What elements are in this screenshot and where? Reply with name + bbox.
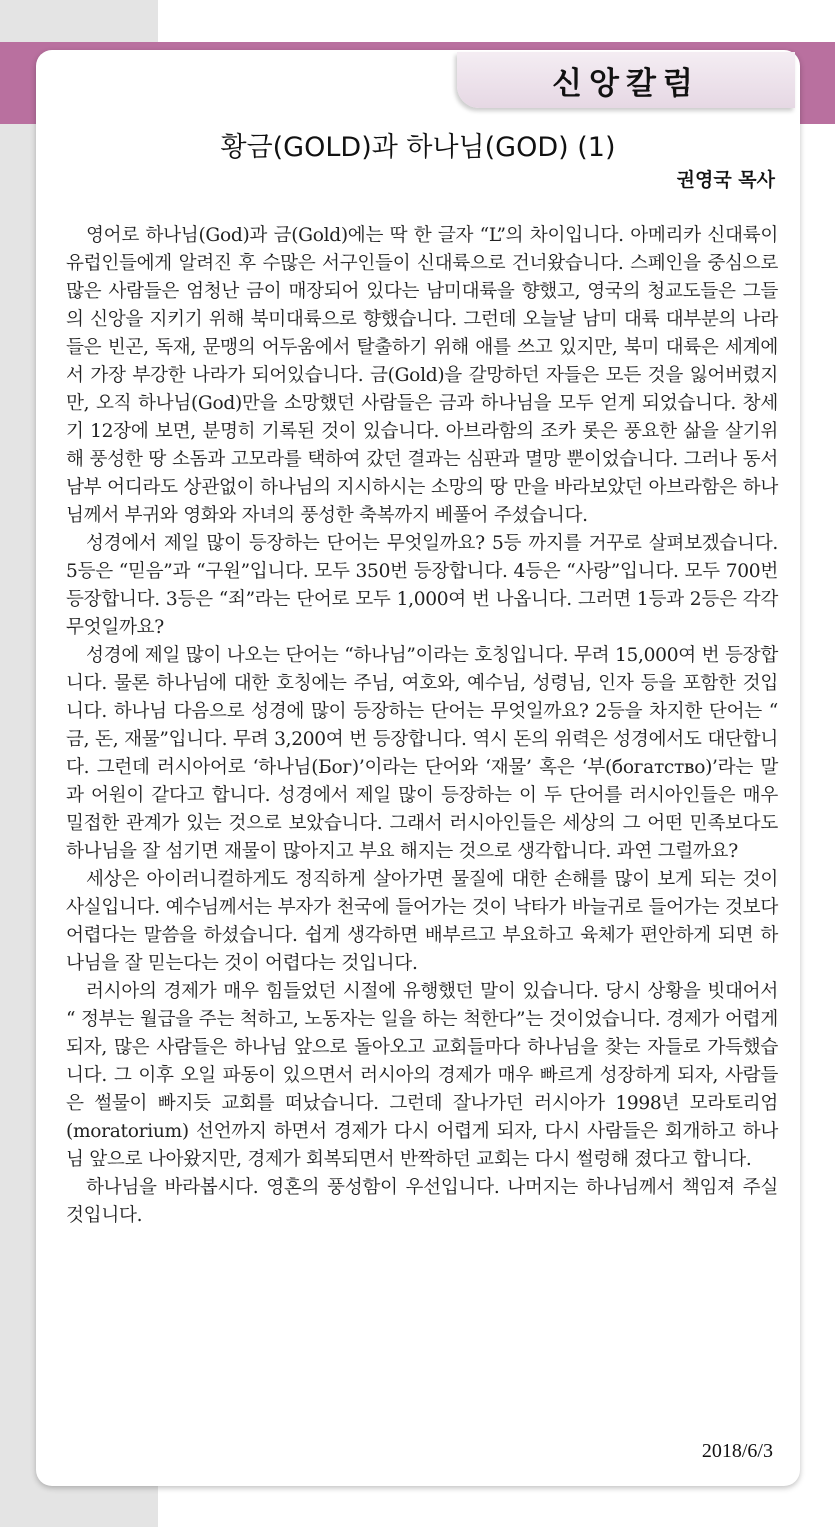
article-paragraph: 성경에 제일 많이 나오는 단어는 “하나님”이라는 호칭입니다. 무려 15,000여 번 등장합니다. 물론 하나님에 대한 호칭에는 주님, 여호와, 예수님, 성령님, 인자 등을 포함한 것입니다. 하나님 다음으로 성경에 많이 등장하는 단어는 무엇일까요? 2등을 차지한 단어는 “ 금, 돈, 재물”입니다. 무려 3,200여 번 등장합니다. 역시 돈의 위력은 성경에서도 대단합니다. 그런데 러시아어로 ‘하나님(Бог)’이라는 단어와 ‘재물’ 혹은 ‘부(богатство)’라는 말과 어원이 같다고 합니다. 성경에서 제일 많이 등장하는 이 두 단어를 러시아인들은 매우 밀접한 관계가 있는 것으로 보았습니다. 그래서 러시아인들은 세상의 그 어떤 민족보다도 하나님을 잘 섬기면 재물이 많아지고 부요 해지는 것으로 생각합니다. 과연 그럴까요? [66, 645, 778, 862]
article-author: 권영국 목사 [676, 169, 775, 191]
article-paragraph: 러시아의 경제가 매우 힘들었던 시절에 유행했던 말이 있습니다. 당시 상황을 빗대어서 “ 정부는 월급을 주는 척하고, 노동자는 일을 하는 척한다”는 것이었습니다. 경제가 어렵게 되자, 많은 사람들은 하나님 앞으로 돌아오고 교회들마다 하나님을 찾는 자들로 가득했습니다. 그 이후 오일 파동이 있으면서 러시아의 경제가 매우 빠르게 성장하게 되자, 사람들은 썰물이 빠지듯 교회를 떠났습니다. 그런데 잘나가던 러시아가 1998년 모라토리엄(moratorium) 선언까지 하면서 경제가 다시 어렵게 되자, 다시 사람들은 회개하고 하나님 앞으로 나아왔지만, 경제가 회복되면서 반짝하던 교회는 다시 썰렁해 졌다고 합니다. [66, 981, 778, 1170]
column-category-label: 신앙칼럼 [552, 65, 700, 102]
article-date: 2018/6/3 [701, 1440, 773, 1462]
article-body [66, 222, 778, 1230]
article-title: 황금(GOLD)과 하나님(GOD) (1) [220, 132, 616, 163]
article-paragraph: 영어로 하나님(God)과 금(Gold)에는 딱 한 글자 “L”의 차이입니다. 아메리카 신대륙이 유럽인들에게 알려진 후 수많은 서구인들이 신대륙으로 건너왔습니다. 스페인을 중심으로 많은 사람들은 엄청난 금이 매장되어 있다는 남미대륙을 향했고, 영국의 청교도들은 그들의 신앙을 지키기 위해 북미대륙으로 향했습니다. 그런데 오늘날 남미 대륙 대부분의 나라들은 빈곤, 독재, 문맹의 어두움에서 탈출하기 위해 애를 쓰고 있지만, 북미 대륙은 세계에서 가장 부강한 나라가 되어있습니다. 금(Gold)을 갈망하던 자들은 모든 것을 잃어버렸지만, 오직 하나님(God)만을 소망했던 사람들은 금과 하나님을 모두 얻게 되었습니다. 창세기 12장에 보면, 분명히 기록된 것이 있습니다. 아브라함의 조카 롯은 풍요한 삶을 살기위해 풍성한 땅 소돔과 고모라를 택하여 갔던 결과는 심판과 멸망 뿐이었습니다. 그러나 동서남부 어디라도 상관없이 하나님의 지시하시는 소망의 땅 만을 바라보았던 아브라함은 하나님께서 부귀와 영화와 자녀의 풍성한 축복까지 베풀어 주셨습니다. [66, 225, 778, 526]
article-paragraph: 세상은 아이러니컬하게도 정직하게 살아가면 물질에 대한 손해를 많이 보게 되는 것이 사실입니다. 예수님께서는 부자가 천국에 들어가는 것이 낙타가 바늘귀로 들어가는 것보다 어렵다는 말씀을 하셨습니다. 쉽게 생각하면 배부르고 부요하고 육체가 편안하게 되면 하나님을 잘 믿는다는 것이 어렵다는 것입니다. [66, 869, 778, 974]
column-category-tab [457, 52, 795, 108]
article-paragraph: 하나님을 바라봅시다. 영혼의 풍성함이 우선입니다. 나머지는 하나님께서 책임져 주실 것입니다. [66, 1177, 778, 1226]
article-paragraph: 성경에서 제일 많이 등장하는 단어는 무엇일까요? 5등 까지를 거꾸로 살펴보겠습니다. 5등은 “믿음”과 “구원”입니다. 모두 350번 등장합니다. 4등은 “사랑”입니다. 모두 700번 등장합니다. 3등은 “죄”라는 단어로 모두 1,000여 번 나옵니다. 그러면 1등과 2등은 각각 무엇일까요? [66, 533, 778, 638]
